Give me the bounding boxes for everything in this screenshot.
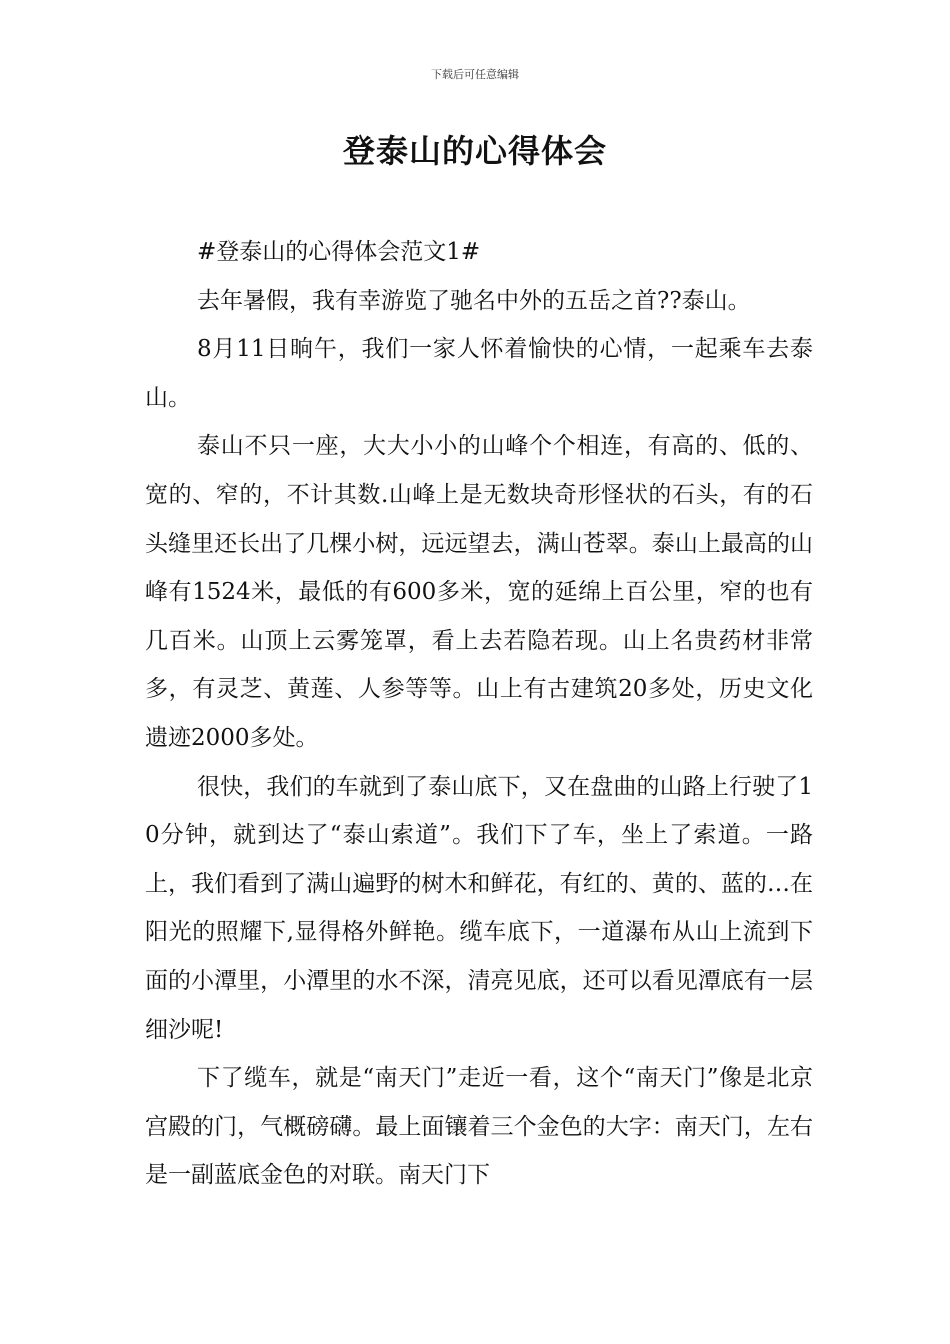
document-title: 登泰山的心得体会	[342, 132, 607, 170]
paragraph: 下了缆车，就是“南天门”走近一看，这个“南天门”像是北京宫殿的门，气概磅礴。最上面镶着三个金色的大字：南天门，左右是一副蓝底金色的对联。南天门下	[145, 1065, 813, 1189]
paragraph: 8月11日晌午，我们一家人怀着愉快的心情，一起乘车去泰山。	[145, 336, 813, 411]
paragraph: 去年暑假，我有幸游览了驰名中外的五岳之首??泰山。	[197, 287, 751, 314]
paragraph: 泰山不只一座，大大小小的山峰个个相连，有高的、低的、宽的、窄的，不计其数.山峰上是无数块奇形怪状的石头，有的石头缝里还长出了几棵小树，远远望去，满山苍翠。泰山上最高的山峰有1524米，最低的有600多米，宽的延绵上百公里，窄的也有几百米。山顶上云雾笼罩，看上去若隐若现。山上名贵药材非常多，有灵芝、黄莲、人参等等。山上有古建筑20多处，历史文化遗迹2000多处。	[145, 433, 813, 751]
document-body	[145, 228, 813, 1200]
paragraph: 很快，我们的车就到了泰山底下，又在盘曲的山路上行驶了10分钟，就到达了“泰山索道”。我们下了车，坐上了索道。一路上，我们看到了满山遍野的树木和鲜花，有红的、黄的、蓝的…在阳光的照耀下,显得格外鲜艳。缆车底下，一道瀑布从山上流到下面的小潭里，小潭里的水不深，清亮见底，还可以看见潭底有一层细沙呢!	[145, 773, 813, 1043]
paragraph-heading: #登泰山的心得体会范文1#	[197, 239, 481, 265]
header-note: 下载后可任意编辑	[431, 68, 519, 81]
